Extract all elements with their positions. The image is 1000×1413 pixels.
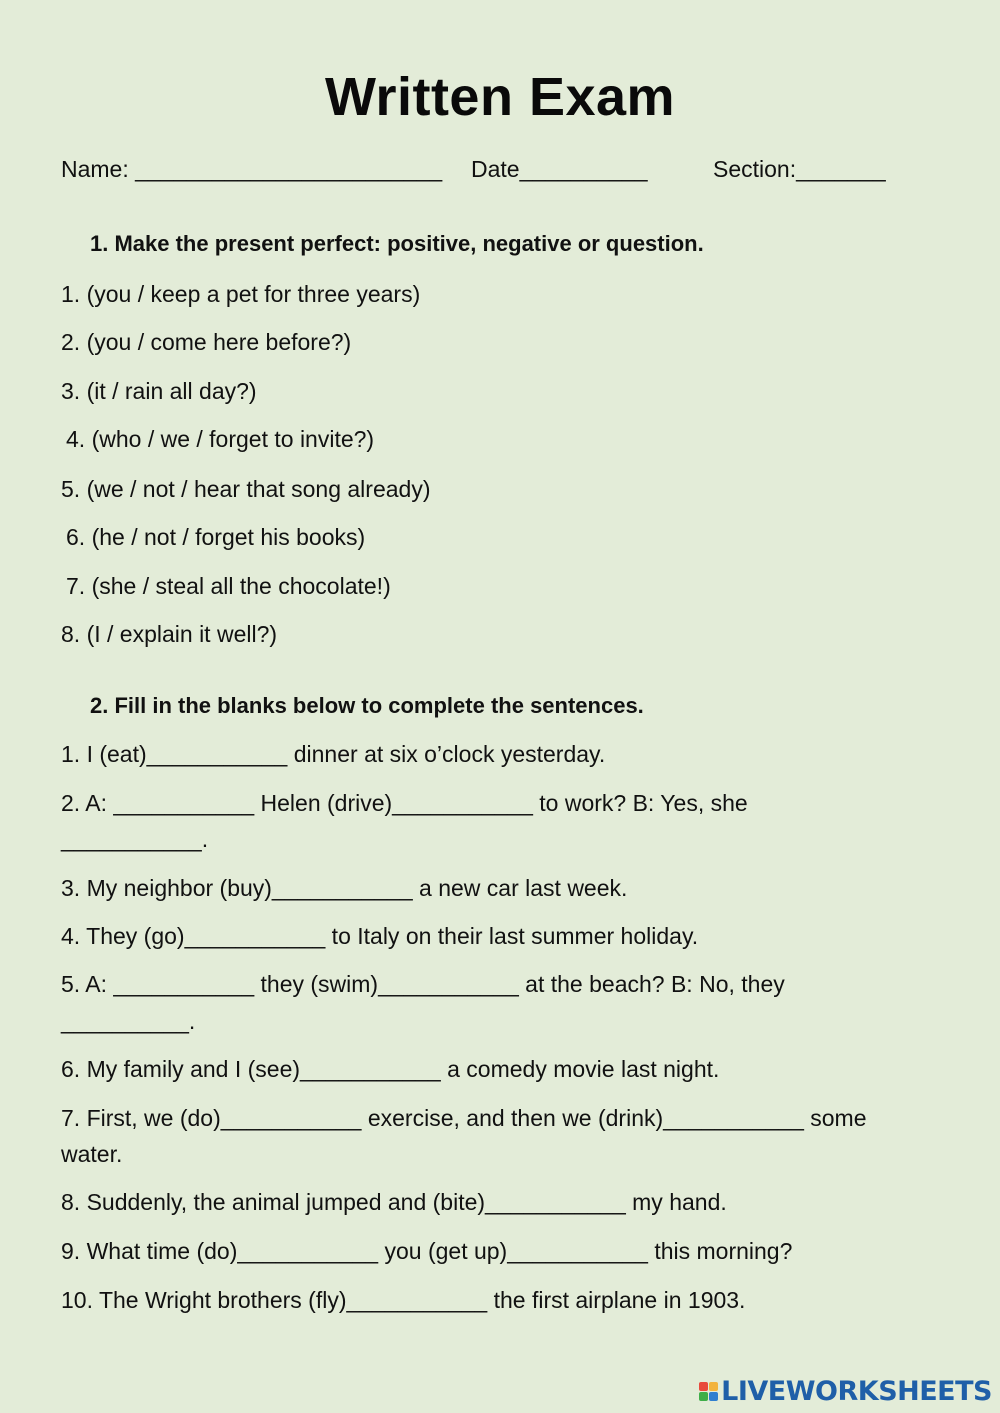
section2-line: water. xyxy=(61,1141,123,1167)
section1-item: 5. (we / not / hear that song already) xyxy=(61,476,431,502)
section1-item: 8. (I / explain it well?) xyxy=(61,621,278,647)
section-field: Section:_______ xyxy=(713,156,886,182)
section2-line: 8. Suddenly, the animal jumped and (bite)___________ my hand. xyxy=(61,1189,727,1215)
section2-line: 3. My neighbor (buy)___________ a new car last week. xyxy=(61,875,628,901)
section2-line: ___________. xyxy=(61,826,209,852)
section1-item: 7. (she / steal all the chocolate!) xyxy=(66,573,391,599)
section1-heading: 1. Make the present perfect: positive, negative or question. xyxy=(90,231,704,256)
name-field: Name: ________________________ xyxy=(61,156,443,182)
section2-line: __________. xyxy=(61,1008,196,1034)
liveworksheets-watermark xyxy=(699,1376,992,1406)
section1-item: 2. (you / come here before?) xyxy=(61,329,352,355)
section2-line: 6. My family and I (see)___________ a comedy movie last night. xyxy=(61,1056,720,1082)
watermark-text: LIVEWORKSHEETS xyxy=(721,1375,992,1407)
date-field: Date__________ xyxy=(471,156,648,182)
section2-line: 10. The Wright brothers (fly)___________ the first airplane in 1903. xyxy=(61,1287,746,1313)
section2-line: 5. A: ___________ they (swim)___________ at the beach? B: No, they xyxy=(61,971,785,997)
section1-item: 1. (you / keep a pet for three years) xyxy=(61,281,421,307)
page-title: Written Exam xyxy=(324,67,676,127)
section2-line: 7. First, we (do)___________ exercise, and then we (drink)___________ some xyxy=(61,1105,867,1131)
section1-item: 6. (he / not / forget his books) xyxy=(66,524,366,550)
liveworksheets-logo-icon xyxy=(699,1382,718,1401)
section2-heading: 2. Fill in the blanks below to complete the sentences. xyxy=(90,693,644,718)
section1-item: 4. (who / we / forget to invite?) xyxy=(66,426,375,452)
section2-line: 1. I (eat)___________ dinner at six o’clock yesterday. xyxy=(61,741,606,767)
section2-line: 9. What time (do)___________ you (get up)___________ this morning? xyxy=(61,1238,793,1264)
section2-line: 2. A: ___________ Helen (drive)___________ to work? B: Yes, she xyxy=(61,790,748,816)
section1-item: 3. (it / rain all day?) xyxy=(61,378,257,404)
section2-line: 4. They (go)___________ to Italy on their last summer holiday. xyxy=(61,923,699,949)
